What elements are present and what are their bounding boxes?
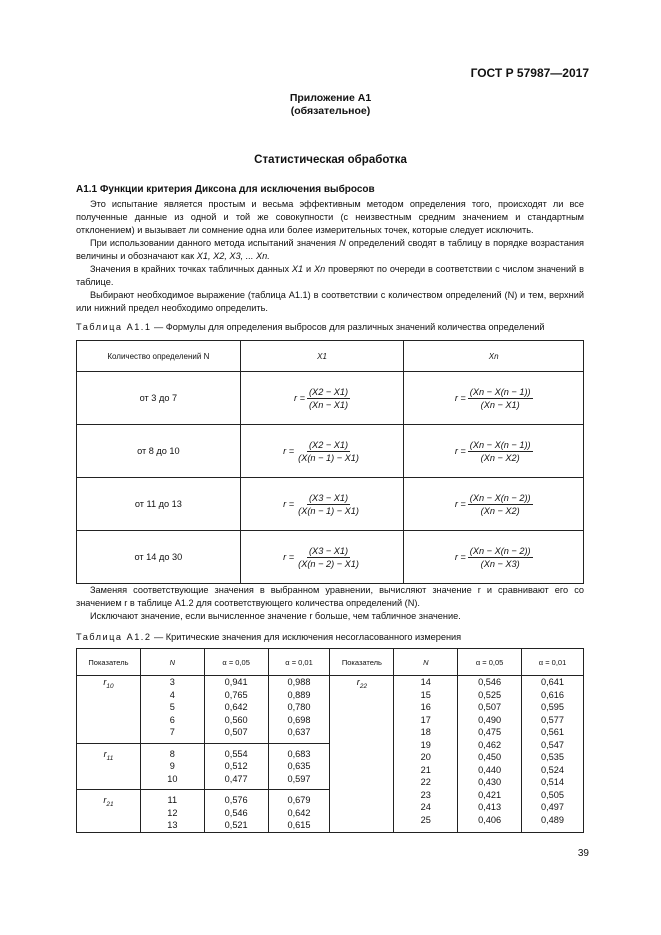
alpha05-value: 0,507 bbox=[224, 727, 248, 737]
n-value: 18 bbox=[420, 727, 431, 737]
alpha05-value: 0,521 bbox=[224, 820, 248, 830]
paragraph-2-text-b: определений сводят в таблицу в порядке возрастания величины и обозначают как bbox=[76, 238, 585, 261]
formula-numerator: (X3 − X1) bbox=[309, 492, 349, 503]
table1-formula-x1: r = $\frac{(X2 - X1)}{(Xn - X1)}$ bbox=[240, 372, 404, 425]
paragraph-5 bbox=[76, 584, 584, 610]
spacer bbox=[77, 701, 140, 714]
paragraph-3 bbox=[76, 263, 584, 289]
paragraph-4 bbox=[76, 289, 584, 315]
table-row bbox=[77, 425, 584, 478]
alpha01-value: 0,514 bbox=[541, 777, 565, 787]
formula-numerator: (Xn − X(n − 2)) bbox=[469, 545, 531, 556]
table2-caption-label: Таблица А1.2 bbox=[76, 632, 152, 642]
alpha05-value: 0,554 bbox=[205, 743, 268, 761]
alpha01-value: 0,988 bbox=[287, 677, 311, 687]
n-value: 25 bbox=[420, 814, 431, 825]
n-value: 24 bbox=[420, 802, 431, 812]
spacer bbox=[77, 689, 140, 702]
alpha01-value: 0,889 bbox=[287, 689, 311, 700]
right-alpha01-column bbox=[522, 676, 584, 833]
n-value: 12 bbox=[167, 807, 178, 818]
alpha05-value: 0,475 bbox=[478, 727, 502, 737]
alpha05-value: 0,413 bbox=[478, 802, 502, 812]
formula-numerator: (X3 − X1) bbox=[309, 545, 349, 556]
formula-denominator: (Xn − X1) bbox=[480, 399, 520, 410]
formula-denominator: (Xn − X2) bbox=[480, 505, 520, 516]
paragraph-2-vars: X1, X2, X3, ... Xn. bbox=[196, 251, 270, 261]
table2-caption-text: — Критические значения для исключения несогласованного измерения bbox=[151, 632, 462, 642]
alpha05-value: 0,642 bbox=[224, 702, 248, 712]
paragraph-1 bbox=[76, 198, 584, 237]
n-value: 4 bbox=[169, 689, 175, 700]
alpha01-value: 0,635 bbox=[287, 761, 311, 771]
n-value: 20 bbox=[420, 752, 431, 762]
n-value: 8 bbox=[141, 743, 204, 761]
indicator-r11: $r_{11}$ bbox=[77, 743, 140, 761]
paragraph-5-text: Заменяя соответствующие значения в выбранном уравнении, вычисляют значение r и сравнивают его со значением r в таблице А1.2 для соответствующего количества определений (N). bbox=[76, 585, 584, 608]
n-value: 3 bbox=[169, 677, 175, 687]
table1-header-row bbox=[77, 341, 584, 372]
table1-range: от 8 до 10 bbox=[77, 425, 241, 478]
table2-header: α = 0,05 bbox=[204, 649, 268, 676]
indicator-r22: $r_{22}$ bbox=[356, 677, 368, 690]
alpha01-value: 0,595 bbox=[541, 702, 565, 712]
paragraph-2-text-a: При использовании данного метода испытаний значения bbox=[90, 238, 340, 248]
section-title: Статистическая обработка bbox=[254, 154, 407, 166]
table1-range: от 11 до 13 bbox=[77, 478, 241, 531]
table1-range: от 14 до 30 bbox=[77, 531, 241, 584]
table1-formula-xn: r = $\frac{(Xn - X(n - 1))}{(Xn - X1)}$ bbox=[404, 372, 584, 425]
alpha05-value: 0,546 bbox=[478, 677, 502, 687]
alpha01-value: 0,698 bbox=[287, 714, 311, 725]
paragraph-4-text: Выбирают необходимое выражение (таблица А1.1) в соответствии с количеством определений (N) и тем, верхний или нижний предел необходимо определить. bbox=[76, 290, 584, 313]
paragraph-2-n: N bbox=[339, 238, 346, 248]
table2-header: α = 0,01 bbox=[268, 649, 330, 676]
formula-denominator: (X(n − 2) − X1) bbox=[298, 558, 359, 569]
table2-header: N bbox=[140, 649, 204, 676]
table1-caption-text: — Формулы для определения выбросов для различных значений количества определений bbox=[151, 322, 545, 332]
alpha05-value: 0,462 bbox=[478, 739, 502, 750]
alpha01-value: 0,679 bbox=[269, 789, 330, 807]
alpha05-value: 0,477 bbox=[224, 773, 248, 784]
alpha01-value: 0,561 bbox=[541, 727, 565, 737]
alpha01-value: 0,489 bbox=[541, 814, 565, 825]
spacer bbox=[77, 773, 140, 786]
alpha05-value: 0,546 bbox=[224, 807, 248, 818]
formula-denominator: (Xn − X1) bbox=[309, 399, 349, 410]
alpha05-value: 0,765 bbox=[224, 689, 248, 700]
alpha05-value: 0,450 bbox=[478, 752, 502, 762]
formula-numerator: (X2 − X1) bbox=[309, 439, 349, 450]
table1-formula-x1: r = $\frac{(X2 - X1)}{(X(n - 1) - X1)}$ bbox=[240, 425, 404, 478]
left-n-column bbox=[140, 676, 204, 833]
table1-formula-xn: r = $\frac{(Xn - X(n - 2))}{(Xn - X3)}$ bbox=[404, 531, 584, 584]
table1-caption bbox=[76, 322, 545, 332]
alpha01-value: 0,616 bbox=[541, 689, 565, 700]
table-row bbox=[77, 372, 584, 425]
table1-formula-x1: r = $\frac{(X3 - X1)}{(X(n - 1) - X1)}$ bbox=[240, 478, 404, 531]
alpha01-value: 0,524 bbox=[541, 764, 565, 775]
paragraph-3-and: и bbox=[303, 264, 314, 274]
right-alpha05-column bbox=[458, 676, 522, 833]
alpha05-value: 0,525 bbox=[478, 689, 502, 700]
table1-formula-x1: r = $\frac{(X3 - X1)}{(X(n - 2) - X1)}$ bbox=[240, 531, 404, 584]
alpha01-value: 0,497 bbox=[541, 802, 565, 812]
alpha05-value: 0,440 bbox=[478, 764, 502, 775]
alpha01-value: 0,780 bbox=[287, 702, 311, 712]
alpha01-value: 0,505 bbox=[541, 789, 565, 800]
table1-header-xn: Xn bbox=[404, 341, 584, 372]
paragraph-1-text: Это испытание является простым и весьма эффективным методом определения того, происходят ли все полученные данные из одной и той же совокупности (с неизвестным средним значением и стандартным отклонением) и вызывает ли сомнение одна или более измерительных точек, которые следует исключить. bbox=[76, 199, 584, 235]
table1-header-count: Количество определений N bbox=[77, 341, 241, 372]
paragraph-3-text-b: проверяют по очереди в соответствии с числом значений в таблице. bbox=[76, 264, 584, 287]
alpha05-value: 0,490 bbox=[478, 714, 502, 725]
n-value: 15 bbox=[420, 689, 431, 700]
paragraph-6 bbox=[76, 610, 584, 623]
n-value: 6 bbox=[169, 714, 175, 725]
n-value: 10 bbox=[167, 773, 178, 784]
alpha05-value: 0,406 bbox=[478, 814, 502, 825]
formula-numerator: (Xn − X(n − 2)) bbox=[469, 492, 531, 503]
indicator-r21: $r_{21}$ bbox=[77, 789, 140, 807]
formula-numerator: (X2 − X1) bbox=[309, 386, 349, 397]
table1-caption-label: Таблица А1.1 bbox=[76, 322, 152, 332]
alpha05-value: 0,941 bbox=[224, 677, 248, 687]
formula-numerator: (Xn − X(n − 1)) bbox=[469, 439, 531, 450]
table-row bbox=[77, 531, 584, 584]
annex-status: (обязательное) bbox=[290, 105, 371, 117]
paragraph-2 bbox=[76, 237, 584, 263]
n-value: 9 bbox=[169, 761, 175, 771]
table2-header: Показатель bbox=[77, 649, 141, 676]
n-value: 11 bbox=[141, 789, 204, 807]
alpha01-value: 0,641 bbox=[541, 677, 565, 687]
alpha05-value: 0,512 bbox=[224, 761, 248, 771]
spacer bbox=[77, 819, 140, 832]
n-value: 22 bbox=[420, 777, 431, 787]
n-value: 23 bbox=[420, 789, 431, 800]
formula-denominator: (Xn − X2) bbox=[480, 452, 520, 463]
alpha01-value: 0,642 bbox=[287, 807, 311, 818]
alpha05-value: 0,430 bbox=[478, 777, 502, 787]
table2-header: Показатель bbox=[330, 649, 394, 676]
alpha01-value: 0,615 bbox=[287, 820, 311, 830]
spacer bbox=[77, 714, 140, 727]
alpha05-value: 0,507 bbox=[478, 702, 502, 712]
paragraph-3-text-a: Значения в крайних точках табличных данных bbox=[90, 264, 292, 274]
formula-denominator: (X(n − 1) − X1) bbox=[298, 505, 359, 516]
paragraph-6-text: Исключают значение, если вычисленное значение r больше, чем табличное значение. bbox=[90, 611, 461, 621]
table1-formula-xn: r = $\frac{(Xn - X(n - 1))}{(Xn - X2)}$ bbox=[404, 425, 584, 478]
n-value: 16 bbox=[420, 702, 431, 712]
table-dixon-formulas bbox=[76, 340, 584, 584]
n-value: 5 bbox=[169, 702, 175, 712]
paragraph-3-x1: X1 bbox=[291, 264, 304, 274]
formula-numerator: (Xn − X(n − 1)) bbox=[469, 386, 531, 397]
table1-formula-xn: r = $\frac{(Xn - X(n - 2))}{(Xn - X2)}$ bbox=[404, 478, 584, 531]
alpha01-value: 0,547 bbox=[541, 739, 565, 750]
n-value: 14 bbox=[420, 677, 431, 687]
table-critical-values bbox=[76, 648, 584, 833]
spacer bbox=[77, 726, 140, 739]
alpha05-value: 0,560 bbox=[224, 714, 248, 725]
n-value: 21 bbox=[420, 764, 431, 775]
table-row bbox=[77, 478, 584, 531]
n-value: 19 bbox=[420, 739, 431, 750]
paragraph-3-xn: Xn bbox=[314, 264, 326, 274]
alpha05-value: 0,421 bbox=[478, 789, 502, 800]
right-indicator-column bbox=[330, 676, 394, 833]
table2-caption bbox=[76, 632, 461, 642]
table2-header: α = 0,01 bbox=[522, 649, 584, 676]
table1-range: от 3 до 7 bbox=[77, 372, 241, 425]
annex-heading bbox=[0, 92, 661, 118]
formula-denominator: (X(n − 1) − X1) bbox=[298, 452, 359, 463]
alpha01-value: 0,577 bbox=[541, 714, 565, 725]
indicator-r10: $r_{10}$ bbox=[103, 677, 114, 690]
alpha01-value: 0,637 bbox=[287, 727, 311, 737]
alpha05-value: 0,576 bbox=[205, 789, 268, 807]
left-alpha01-column bbox=[268, 676, 330, 833]
right-n-column bbox=[394, 676, 458, 833]
n-value: 13 bbox=[167, 820, 178, 830]
page-number: 39 bbox=[577, 848, 589, 859]
table2-header: α = 0,05 bbox=[458, 649, 522, 676]
n-value: 17 bbox=[420, 714, 431, 725]
n-value: 7 bbox=[169, 727, 175, 737]
formula-denominator: (Xn − X3) bbox=[480, 558, 520, 569]
left-alpha05-column bbox=[204, 676, 268, 833]
table2-header-row bbox=[77, 649, 584, 676]
subsection-title: А1.1 Функции критерия Диксона для исключения выбросов bbox=[76, 184, 375, 195]
table1-header-x1: X1 bbox=[240, 341, 404, 372]
table2-body-row bbox=[77, 676, 584, 833]
alpha01-value: 0,597 bbox=[287, 773, 311, 784]
alpha01-value: 0,535 bbox=[541, 752, 565, 762]
left-indicator-column bbox=[77, 676, 141, 833]
standard-number: ГОСТ Р 57987—2017 bbox=[470, 66, 589, 80]
alpha01-value: 0,683 bbox=[269, 743, 330, 761]
table2-header: N bbox=[394, 649, 458, 676]
annex-title: Приложение А1 bbox=[289, 92, 372, 104]
